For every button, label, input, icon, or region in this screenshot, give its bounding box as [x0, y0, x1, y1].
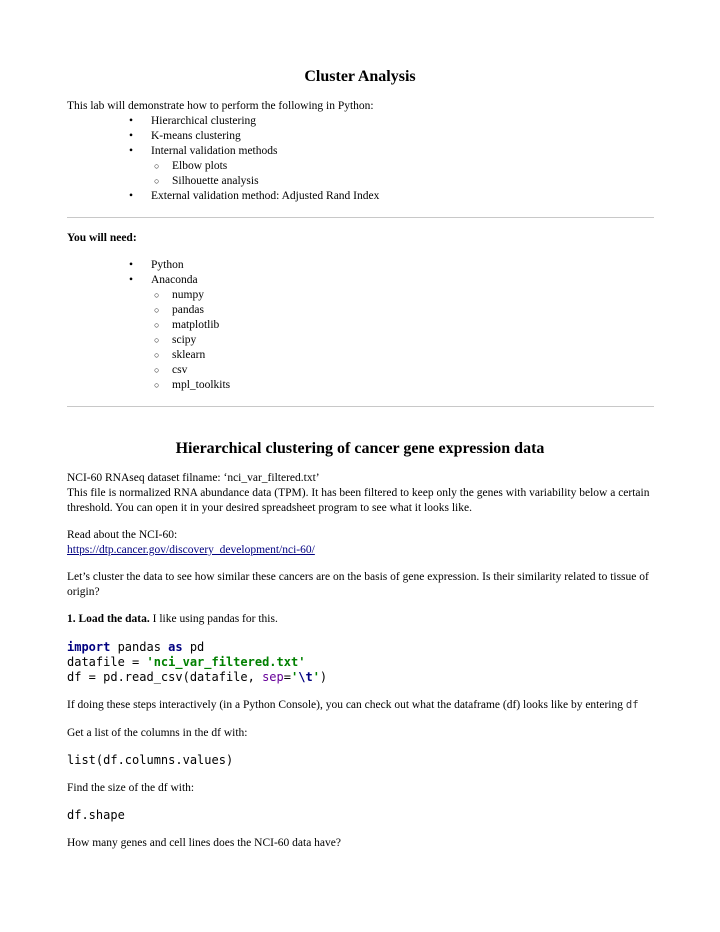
sub-list-item [67, 363, 654, 378]
question-paragraph: How many genes and cell lines does the NCI-60 data have? [67, 837, 341, 849]
dataset-description: This file is normalized RNA abundance data (TPM). It has been filtered to keep only the genes with variability below a certain threshold. You can open it in your desired spreadsheet program to see what it looks like. [67, 487, 650, 514]
read-about-label: Read about the NCI-60: [67, 529, 178, 541]
intro-section [67, 99, 654, 204]
sub-list-item [67, 159, 654, 174]
list-item-text: External validation method: Adjusted Rand Index [151, 190, 380, 202]
bullet-icon: • [129, 145, 134, 157]
nci60-link[interactable]: https://dtp.cancer.gov/discovery_development/nci-60/ [67, 544, 315, 556]
sub-list-item-text: csv [172, 364, 188, 376]
list-item [67, 258, 654, 273]
interactive-paragraph: If doing these steps interactively (in a Python Console), you can check out what the dataframe (df) looks like by entering df [67, 699, 639, 711]
section-body [67, 471, 654, 851]
list-item [67, 114, 654, 129]
sub-list-item-text: scipy [172, 334, 197, 346]
sub-list-item [67, 288, 654, 303]
list-item-text: Anaconda [151, 274, 198, 286]
intro-list [67, 114, 654, 204]
sub-list-item-text: numpy [172, 289, 204, 301]
list-item-text: Hierarchical clustering [151, 115, 257, 127]
sub-list-item [67, 174, 654, 189]
bullet-icon: • [129, 274, 134, 286]
sub-list-item-text: Silhouette analysis [172, 175, 259, 187]
list-item [67, 144, 654, 159]
circle-bullet-icon: ○ [154, 335, 160, 345]
sub-list-item-text: sklearn [172, 349, 206, 361]
sub-list-item [67, 348, 654, 363]
circle-bullet-icon: ○ [154, 161, 160, 171]
circle-bullet-icon: ○ [154, 176, 160, 186]
divider [67, 217, 654, 218]
bullet-icon: • [129, 115, 134, 127]
bullet-icon: • [129, 130, 134, 142]
sub-list-item-text: Elbow plots [172, 160, 228, 172]
code-columns: list(df.columns.values) [67, 753, 234, 767]
code-shape: df.shape [67, 808, 125, 822]
intro-text: This lab will demonstrate how to perform the following in Python: [67, 100, 374, 112]
requirements-list [67, 258, 654, 393]
size-paragraph: Find the size of the df with: [67, 782, 195, 794]
sub-list-item-text: pandas [172, 304, 204, 316]
divider [67, 406, 654, 407]
circle-bullet-icon: ○ [154, 320, 160, 330]
dataset-line: NCI-60 RNAseq dataset filname: ‘nci_var_filtered.txt’ [67, 472, 320, 484]
list-item [67, 189, 654, 204]
page-title: Cluster Analysis [304, 68, 416, 85]
circle-bullet-icon: ○ [154, 365, 160, 375]
sub-list-item [67, 303, 654, 318]
step1-text: 1. Load the data. I like using pandas for this. [67, 613, 278, 625]
sub-list-item [67, 378, 654, 393]
circle-bullet-icon: ○ [154, 305, 160, 315]
list-item [67, 129, 654, 144]
requirements-section [67, 231, 654, 393]
list-item [67, 273, 654, 288]
requirements-heading: You will need: [67, 232, 137, 244]
sub-list-item [67, 318, 654, 333]
cluster-paragraph: Let’s cluster the data to see how similar these cancers are on the basis of gene expression. Is their similarity related to tissue of origin? [67, 571, 649, 598]
sub-list-item-text: mpl_toolkits [172, 379, 231, 391]
bullet-icon: • [129, 190, 134, 202]
list-item-text: K-means clustering [151, 130, 241, 142]
section-title: Hierarchical clustering of cancer gene expression data [175, 440, 545, 457]
sub-list-item [67, 333, 654, 348]
code-block-load: import pandas as pd datafile = 'nci_var_filtered.txt' df = pd.read_csv(datafile, sep='\t') [67, 640, 328, 684]
columns-paragraph: Get a list of the columns in the df with: [67, 727, 248, 739]
circle-bullet-icon: ○ [154, 380, 160, 390]
circle-bullet-icon: ○ [154, 350, 160, 360]
bullet-icon: • [129, 259, 134, 271]
sub-list-item-text: matplotlib [172, 319, 220, 331]
circle-bullet-icon: ○ [154, 290, 160, 300]
list-item-text: Python [151, 259, 184, 271]
list-item-text: Internal validation methods [151, 145, 278, 157]
